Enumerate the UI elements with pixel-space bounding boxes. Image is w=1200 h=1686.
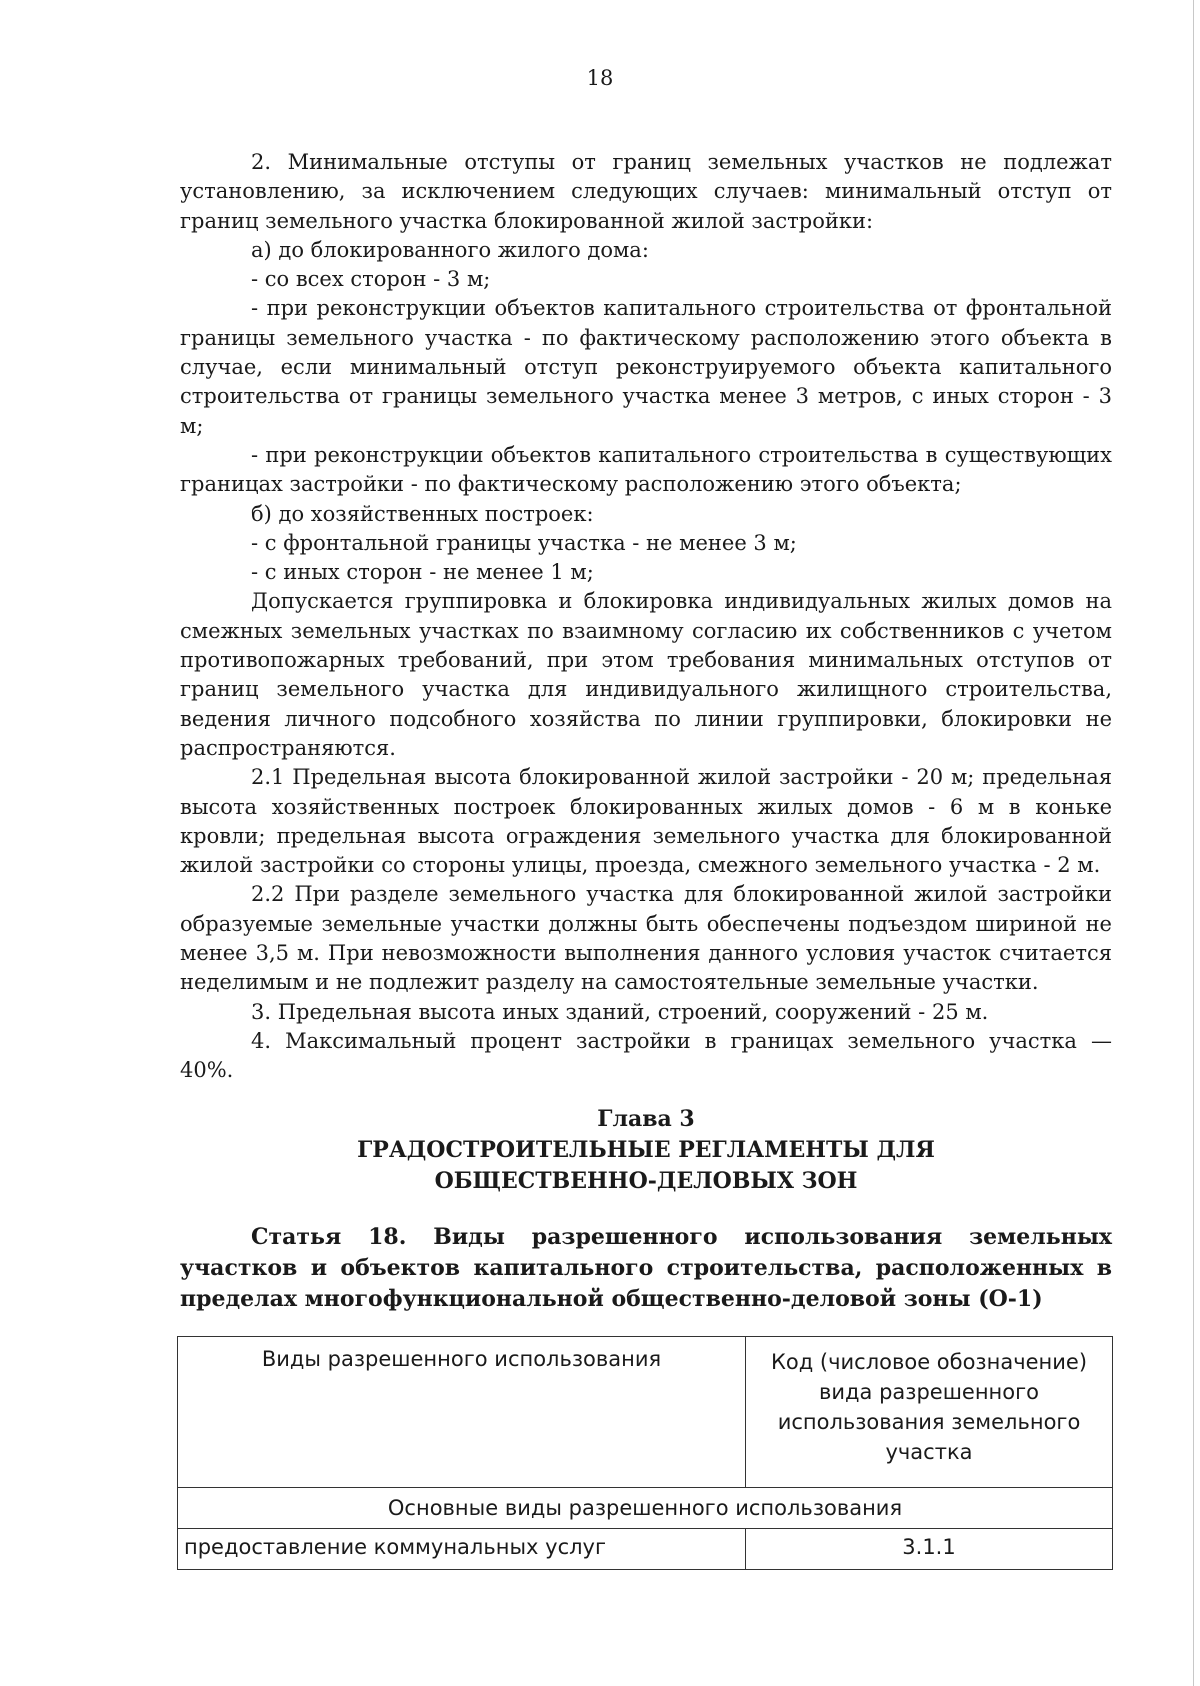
article-heading: Статья 18. Виды разрешенного использования земельных участков и объектов капитального строительства, расположенных в пределах многофункциональной общественно-деловой зоны (О-1) (180, 1224, 1112, 1312)
paragraph: 3. Предельная высота иных зданий, строений, сооружений - 25 м. (251, 999, 989, 1024)
paragraph: а) до блокированного жилого дома: (251, 237, 649, 262)
body-text (180, 148, 1112, 1086)
paragraph: - с иных сторон - не менее 1 м; (251, 560, 594, 585)
page-edge-line (1193, 0, 1194, 1686)
table-section-row (178, 1488, 1113, 1529)
paragraph: - при реконструкции объектов капитального строительства в существующих границах застройки - по фактическому расположению этого объекта; (180, 442, 1112, 497)
header-code-line: Код (числовое обозначение) (770, 1350, 1088, 1374)
chapter-number: Глава 3 (597, 1106, 695, 1132)
use-name-cell: предоставление коммунальных услуг (178, 1529, 746, 1570)
table-header-uses: Виды разрешенного использования (178, 1337, 746, 1488)
chapter-title-line-1: ГРАДОСТРОИТЕЛЬНЫЕ РЕГЛАМЕНТЫ ДЛЯ (357, 1137, 935, 1163)
table-header-code (746, 1337, 1113, 1488)
paragraph: 2.1 Предельная высота блокированной жилой застройки - 20 м; предельная высота хозяйственных построек блокированных жилых домов - 6 м в коньке кровли; предельная высота ограждения земельного участка для блокированной жилой застройки со стороны улицы, проезда, смежного земельного участка - 2 м. (180, 765, 1112, 878)
paragraph: б) до хозяйственных построек: (251, 501, 594, 526)
paragraph: 2. Минимальные отступы от границ земельных участков не подлежат установлению, за исключением следующих случаев: минимальный отступ от границ земельного участка блокированной жилой застройки: (180, 150, 1112, 233)
page-number: 18 (586, 66, 614, 90)
chapter-heading (180, 1104, 1112, 1197)
paragraph: - с фронтальной границы участка - не менее 3 м; (251, 530, 797, 555)
paragraph: 4. Максимальный процент застройки в границах земельного участка — 40%. (180, 1028, 1112, 1083)
header-code-line: использования земельного (777, 1410, 1081, 1434)
permitted-uses-table (177, 1336, 1113, 1570)
header-code-line: участка (885, 1440, 973, 1464)
paragraph: - при реконструкции объектов капитального строительства от фронтальной границы земельного участка - по фактическому расположению этого объекта в случае, если минимальный отступ реконструируемого объекта капитального строительства от границы земельного участка менее 3 метров, с иных сторон - 3 м; (180, 296, 1112, 438)
table-row (178, 1529, 1113, 1570)
header-code-line: вида разрешенного (818, 1380, 1040, 1404)
paragraph: Допускается группировка и блокировка индивидуальных жилых домов на смежных земельных участках по взаимному согласию их собственников с учетом противопожарных требований, при этом требования минимальных отступов от границ земельного участка для индивидуального жилищного строительства, ведения личного подсобного хозяйства по линии группировки, блокировки не распространяются. (180, 589, 1112, 760)
paragraph: 2.2 При разделе земельного участка для блокированной жилой застройки образуемые земельные участки должны быть обеспечены подъездом шириной не менее 3,5 м. При невозможности выполнения данного условия участок считается неделимым и не подлежит разделу на самостоятельные земельные участки. (180, 882, 1112, 995)
paragraph: - со всех сторон - 3 м; (251, 267, 491, 292)
section-title: Основные виды разрешенного использования (178, 1488, 1113, 1529)
use-code-cell: 3.1.1 (746, 1529, 1113, 1570)
table-header-row (178, 1337, 1113, 1488)
chapter-title-line-2: ОБЩЕСТВЕННО-ДЕЛОВЫХ ЗОН (434, 1168, 858, 1194)
